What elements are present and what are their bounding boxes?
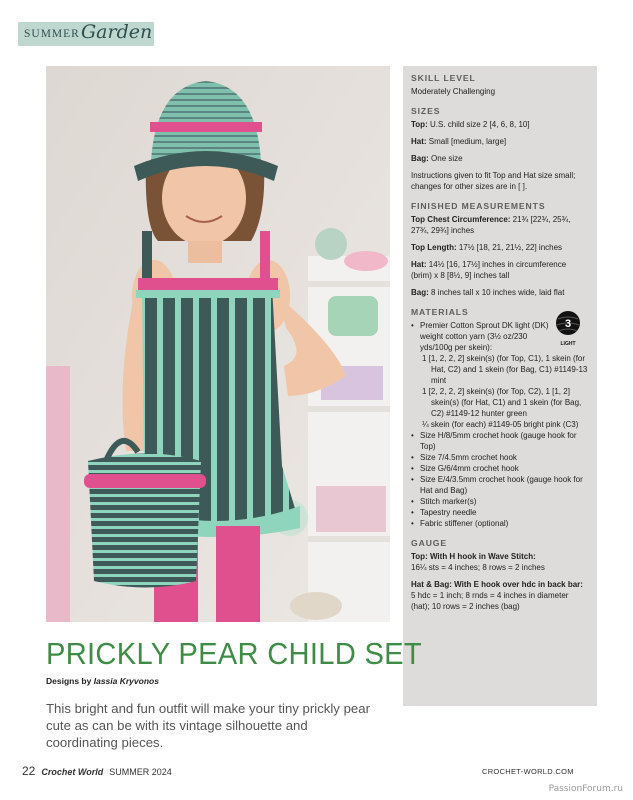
skill-level-heading: SKILL LEVEL (411, 73, 476, 83)
yarn-weight-label: LIGHT (560, 341, 576, 347)
skill-level-value: Moderately Challenging (411, 87, 496, 96)
gauge-top (411, 551, 589, 573)
article-title: PRICKLY PEAR CHILD SET (46, 636, 422, 671)
gauge-hat-bag (411, 579, 589, 612)
skill-level-section (411, 73, 589, 97)
finished-chest-label: Top Chest Circumference: (411, 215, 511, 224)
badge-word-summer: SUMMER (24, 28, 80, 40)
section-badge (18, 22, 154, 46)
sizes-hat (411, 136, 589, 147)
finished-hat-value: 14½ [16, 17½] inches in circumference (brim) x 8 [8½, 9] inches tall (411, 260, 567, 280)
materials-item: • Tapestry needle (411, 507, 589, 518)
materials-item: • Size G/6/4mm crochet hook (411, 463, 589, 474)
gauge-hat-bag-value: 5 hdc = 1 inch; 8 rnds = 4 inches in diameter (hat); 10 rows = 2 inches (bag) (411, 591, 569, 611)
site-url: CROCHET-WORLD.COM (482, 767, 574, 776)
materials-c1: 1 [1, 2, 2, 2] skein(s) (for Top, C1), 1 skein (for Hat, C2) and 1 skein (for Bag, C1) #1149-13 mint (422, 354, 588, 385)
sizes-bag-value: One size (431, 154, 463, 163)
sizes-top-value: U.S. child size 2 [4, 6, 8, 10] (429, 120, 530, 129)
designer-name: Iassia Kryvonos (93, 676, 159, 686)
pattern-details-sidebar (403, 66, 597, 706)
finished-length-label: Top Length: (411, 243, 457, 252)
article-intro: This bright and fun outfit will make your tiny prickly pear cute as can be with its vintage silhouette and coordinating pieces. (46, 701, 370, 750)
finished-bag (411, 287, 589, 298)
sizes-section (411, 106, 589, 192)
materials-c3: ¼ skein (for each) #1149-05 bright pink (C3) (422, 420, 579, 429)
materials-section (411, 307, 589, 529)
sizes-heading: SIZES (411, 106, 441, 116)
sizes-top-label: Top: (411, 120, 428, 129)
materials-list (411, 320, 589, 529)
sizes-bag-label: Bag: (411, 154, 429, 163)
finished-length-value: 17½ [18, 21, 21½, 22] inches (458, 243, 563, 252)
finished-chest (411, 214, 589, 236)
materials-heading: MATERIALS (411, 307, 469, 317)
sizes-note: Instructions given to fit Top and Hat size small; changes for other sizes are in [ ]. (411, 171, 576, 191)
badge-word-garden: Garden (81, 21, 153, 43)
gauge-top-label: Top: With H hook in Wave Stitch: (411, 552, 536, 561)
yarn-weight-number: 3 (564, 318, 572, 330)
finished-chest-value: 21¾ [22¾, 25¾, 27¾, 29¾] inches (411, 215, 571, 235)
finished-length (411, 242, 589, 253)
gauge-heading: GAUGE (411, 538, 448, 548)
magazine-name: Crochet World (41, 767, 104, 777)
finished-measurements-section (411, 201, 589, 298)
finished-hat-label: Hat: (411, 260, 427, 269)
materials-item: • Size E/4/3.5mm crochet hook (gauge hook for Hat and Bag) (411, 474, 589, 496)
page-number: 22 (22, 764, 36, 778)
issue-label: SUMMER 2024 (109, 767, 172, 777)
materials-item: • Size H/8/5mm crochet hook (gauge hook for Top) (411, 430, 589, 452)
finished-measurements-heading: FINISHED MEASUREMENTS (411, 201, 546, 211)
sizes-hat-value: Small [medium, large] (428, 137, 507, 146)
hero-photo (46, 66, 390, 622)
sizes-hat-label: Hat: (411, 137, 427, 146)
materials-item: • Stitch marker(s) (411, 496, 589, 507)
materials-c2: 1 [2, 2, 2, 2] skein(s) (for Top, C2), 1 [1, 2] skein(s) (for Hat, C1) and 1 skein (for Bag, C2) #1149-12 hunter green (422, 387, 582, 418)
sizes-bag (411, 153, 589, 164)
finished-bag-label: Bag: (411, 288, 429, 297)
materials-item: • Fabric stiffener (optional) (411, 518, 589, 529)
materials-yarn: • Premier Cotton Sprout DK light (DK) weight cotton yarn (3½ oz/230 yds/100g per skein): (411, 320, 589, 353)
finished-hat (411, 259, 589, 281)
sizes-top (411, 119, 589, 130)
designer-credit (46, 676, 159, 686)
materials-item: • Size 7/4.5mm crochet hook (411, 452, 589, 463)
watermark: PassionForum.ru (548, 784, 623, 794)
gauge-section (411, 538, 589, 612)
gauge-top-value: 16¼ sts = 4 inches; 8 rows = 2 inches (411, 563, 545, 572)
finished-bag-value: 8 inches tall x 10 inches wide, laid flat (431, 288, 565, 297)
designs-by-label: Designs by (46, 676, 92, 686)
page-footer-left (22, 764, 172, 778)
gauge-hat-bag-label: Hat & Bag: With E hook over hdc in back bar: (411, 580, 583, 589)
